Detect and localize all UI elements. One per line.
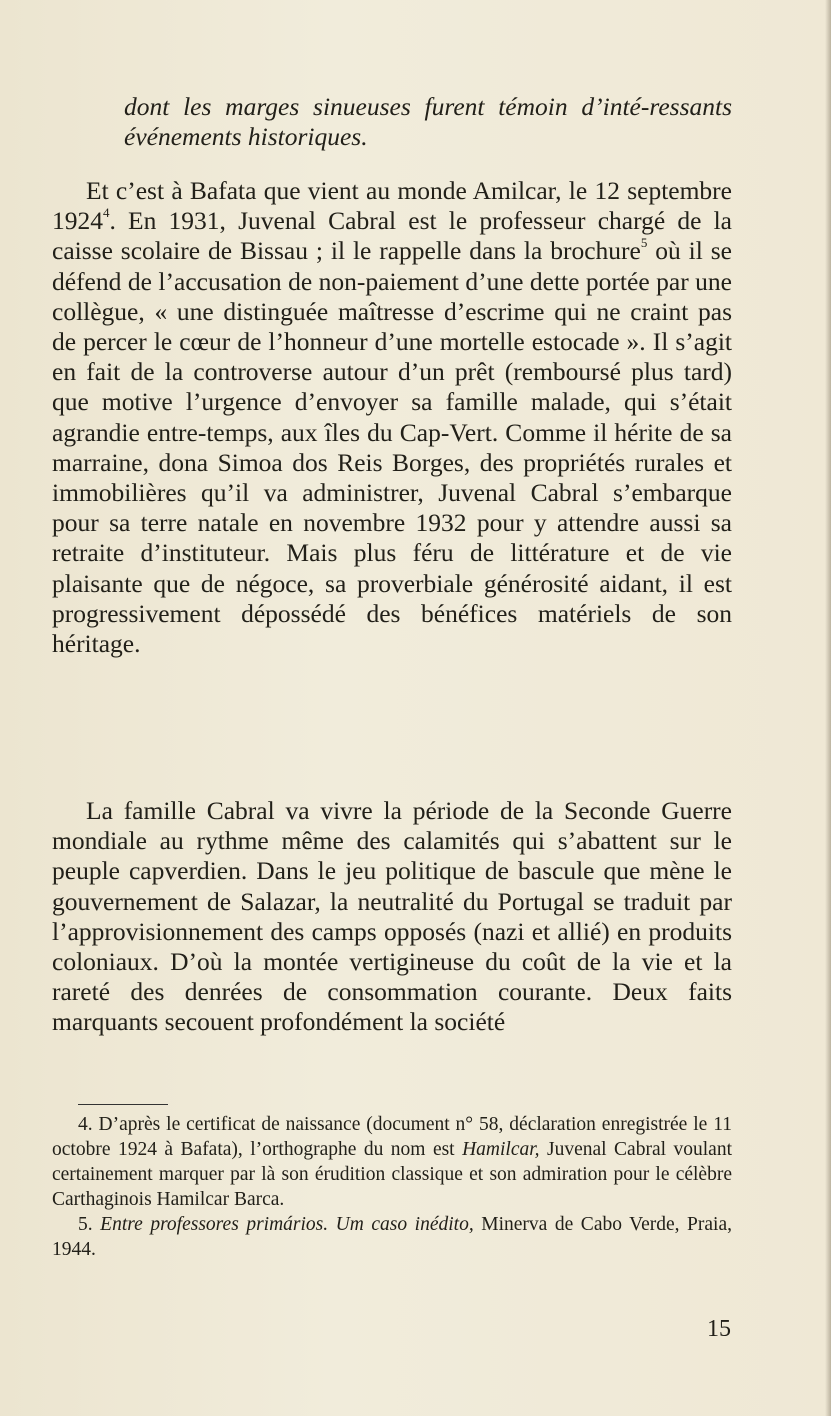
paragraph-1-part-c: où il se défend de l’accusation de non-paiement d’une dette portée par une collègue, « une distinguée maîtresse d’escrime qui ne craint pas de percer le cœur de l’honneur d’une mortelle estocade ». Il s’agit en fait de la controverse autour d’un prêt (remboursé plus tard) que motive l’urgence d’envoyer sa famille malade, qui s’était agrandie entre-temps, aux îles du Cap-Vert. Comme il hérite de sa marraine, dona Simoa dos Reis Borges, des propriétés rurales et immobilières qu’il va administrer, Juvenal Cabral s’embarque pour sa terre natale en novembre 1932 pour y attendre aussi sa retraite d’instituteur. Mais plus féru de littérature et de vie plaisante que de négoce, sa proverbiale générosité aidant, il est progressivement dépossédé des bénéfices matériels de son héritage. xyxy=(52,236,732,659)
footnote-ref-4: 4 xyxy=(103,205,110,221)
intro-paragraph: dont les marges sinueuses furent témoin d’inté-ressants événements historiques. xyxy=(124,92,732,152)
footnote-4-rest: Juvenal Cabral voulant certainement marquer par là son érudition classique et son admiration pour le célèbre Carthaginois Hamilcar Barca. xyxy=(52,1139,732,1210)
paragraph-1 xyxy=(52,176,732,659)
footnotes xyxy=(52,1112,732,1262)
paragraph-1-text xyxy=(52,176,732,659)
page-number: 15 xyxy=(707,1316,731,1342)
footnote-5-number: 5. xyxy=(78,1214,101,1235)
paragraph-2 xyxy=(52,796,732,1038)
page-edge-shadow xyxy=(825,0,831,1416)
footnote-5 xyxy=(52,1212,732,1262)
intro-italic-text xyxy=(52,92,732,152)
footnote-5-title: Entre professores primários. Um caso inédito, xyxy=(100,1214,474,1235)
paragraph-1-part-b: . En 1931, Juvenal Cabral est le professeur chargé de la caisse scolaire de Bissau ; il le rappelle dans la brochure xyxy=(52,206,732,266)
footnote-5-rest: Minerva de Cabo Verde, Praia, 1944. xyxy=(52,1214,732,1260)
footnote-4-text: 4. D’après le certificat de naissance (document n° 58, déclaration enregistrée le 11 octobre 1924 à Bafata), l’orthographe du nom est xyxy=(52,1114,732,1160)
paragraph-2-text: La famille Cabral va vivre la période de la Seconde Guerre mondiale au rythme même des calamités qui s’abattent sur le peuple capverdien. Dans le jeu politique de bascule que mène le gouvernement de Salazar, la neutralité du Portugal se traduit par l’approvisionnement des camps opposés (nazi et allié) en produits coloniaux. D’où la montée vertigineuse du coût de la vie et la rareté des denrées de consommation courante. Deux faits marquants secouent profondément la société xyxy=(52,796,732,1037)
footnote-separator xyxy=(78,1104,168,1105)
paragraph-1-part-a: Et c’est à Bafata que vient au monde Amilcar, le 12 septembre 1924 xyxy=(52,176,732,236)
footnote-ref-5: 5 xyxy=(640,235,648,251)
footnote-4 xyxy=(52,1112,732,1212)
footnote-4-italic: Hamilcar, xyxy=(462,1139,540,1160)
